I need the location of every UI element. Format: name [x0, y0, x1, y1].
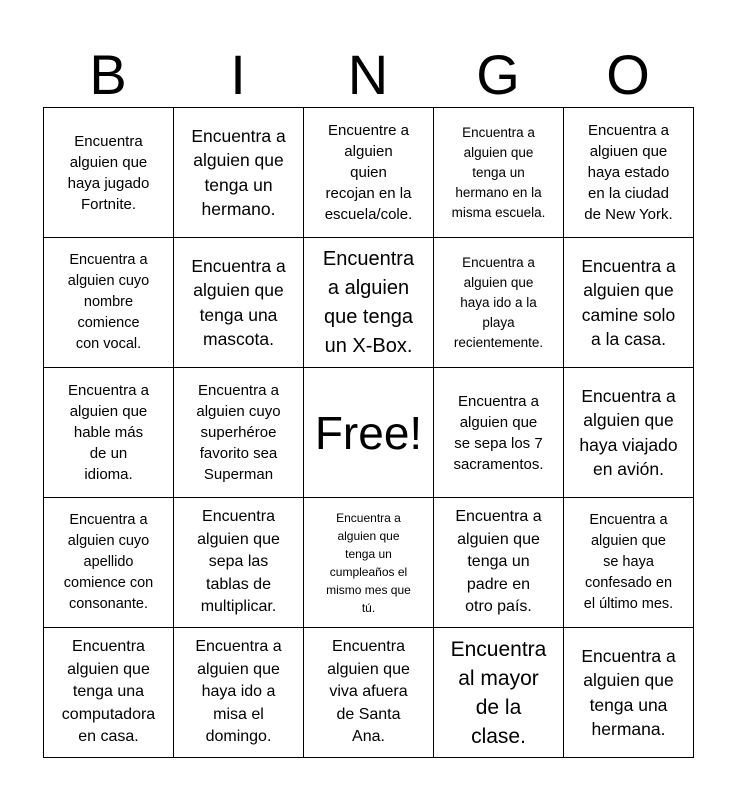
cell-text: Encuentra a alguien que camine solo a la casa.	[581, 255, 676, 349]
bingo-cell[interactable]	[304, 238, 434, 368]
bingo-cell[interactable]	[304, 628, 434, 758]
cell-text: Encuentra a alguien que hable más de un idioma.	[68, 382, 149, 483]
bingo-cell[interactable]	[564, 628, 694, 758]
bingo-cell[interactable]	[434, 368, 564, 498]
cell-text: Encuentra a alguien que tenga una mascota.	[191, 255, 286, 349]
header-letter-g: G	[476, 43, 520, 106]
header-letter-o: O	[606, 43, 650, 106]
cell-text: Encuentra a alguien que tenga un X-Box.	[322, 247, 415, 357]
free-cell[interactable]	[304, 368, 434, 498]
bingo-cell[interactable]	[44, 108, 174, 238]
bingo-cell[interactable]	[174, 238, 304, 368]
free-text: Free!	[314, 406, 423, 459]
cell-text: Encuentra a alguien cuyo apellido comience con consonante.	[63, 512, 154, 612]
header-letter-i: I	[230, 43, 246, 106]
bingo-cell[interactable]	[174, 498, 304, 628]
bingo-cell[interactable]	[434, 628, 564, 758]
bingo-cell[interactable]	[174, 108, 304, 238]
bingo-cell[interactable]	[44, 498, 174, 628]
cell-text: Encuentra a alguien cuyo superhéroe favorito sea Superman	[196, 382, 281, 483]
header-letter-n: N	[347, 43, 389, 106]
cell-text: Encuentra a alguien que se sepa los 7 sacramentos.	[453, 392, 544, 473]
bingo-cell[interactable]	[304, 108, 434, 238]
bingo-cell[interactable]	[434, 108, 564, 238]
cell-text: Encuentra a alguien cuyo nombre comience con vocal.	[67, 252, 150, 352]
bingo-cell[interactable]	[564, 368, 694, 498]
header-letter-b: B	[89, 43, 127, 106]
cell-text: Encuentra a alguien que tenga un padre en otro país.	[455, 508, 542, 616]
cell-text: Encuentra alguien que viva afuera de Santa Ana.	[327, 638, 410, 746]
bingo-cell[interactable]	[174, 628, 304, 758]
bingo-cell[interactable]	[564, 498, 694, 628]
bingo-header	[43, 42, 693, 108]
cell-text: Encuentra alguien que tenga una computadora en casa.	[61, 638, 156, 746]
cell-text: Encuentra a alguien que tenga un cumpleaños el mismo mes que tú.	[326, 510, 411, 615]
cell-text: Encuentra a algiuen que haya estado en la ciudad de New York.	[584, 122, 673, 223]
cell-text: Encuentra a alguien que haya viajado en avión.	[579, 385, 678, 479]
bingo-cell[interactable]	[434, 498, 564, 628]
cell-text: Encuentra a alguien que tenga un hermano en la misma escuela.	[451, 124, 546, 220]
cell-text: Encuentra alguien que sepa las tablas de multiplicar.	[197, 508, 280, 616]
cell-text: Encuentra a alguien que haya ido a misa el domingo.	[195, 638, 282, 746]
bingo-cell[interactable]	[44, 238, 174, 368]
bingo-cell[interactable]	[434, 238, 564, 368]
bingo-grid	[43, 107, 694, 758]
cell-text: Encuentre a alguien quien recojan en la escuela/cole.	[324, 122, 413, 223]
cell-text: Encuentra alguien que haya jugado Fortnite.	[67, 132, 150, 213]
bingo-cell[interactable]	[564, 108, 694, 238]
bingo-cell[interactable]	[174, 368, 304, 498]
bingo-cell[interactable]	[44, 628, 174, 758]
cell-text: Encuentra a alguien que haya ido a la playa recientemente.	[453, 254, 544, 350]
bingo-cell[interactable]	[44, 368, 174, 498]
bingo-cell[interactable]	[304, 498, 434, 628]
cell-text: Encuentra al mayor de la clase.	[450, 637, 547, 748]
cell-text: Encuentra a alguien que tenga un hermano.	[191, 125, 286, 219]
cell-text: Encuentra a alguien que se haya confesado en el último mes.	[583, 512, 674, 612]
cell-text: Encuentra a alguien que tenga una hermana.	[581, 645, 676, 739]
bingo-cell[interactable]	[564, 238, 694, 368]
